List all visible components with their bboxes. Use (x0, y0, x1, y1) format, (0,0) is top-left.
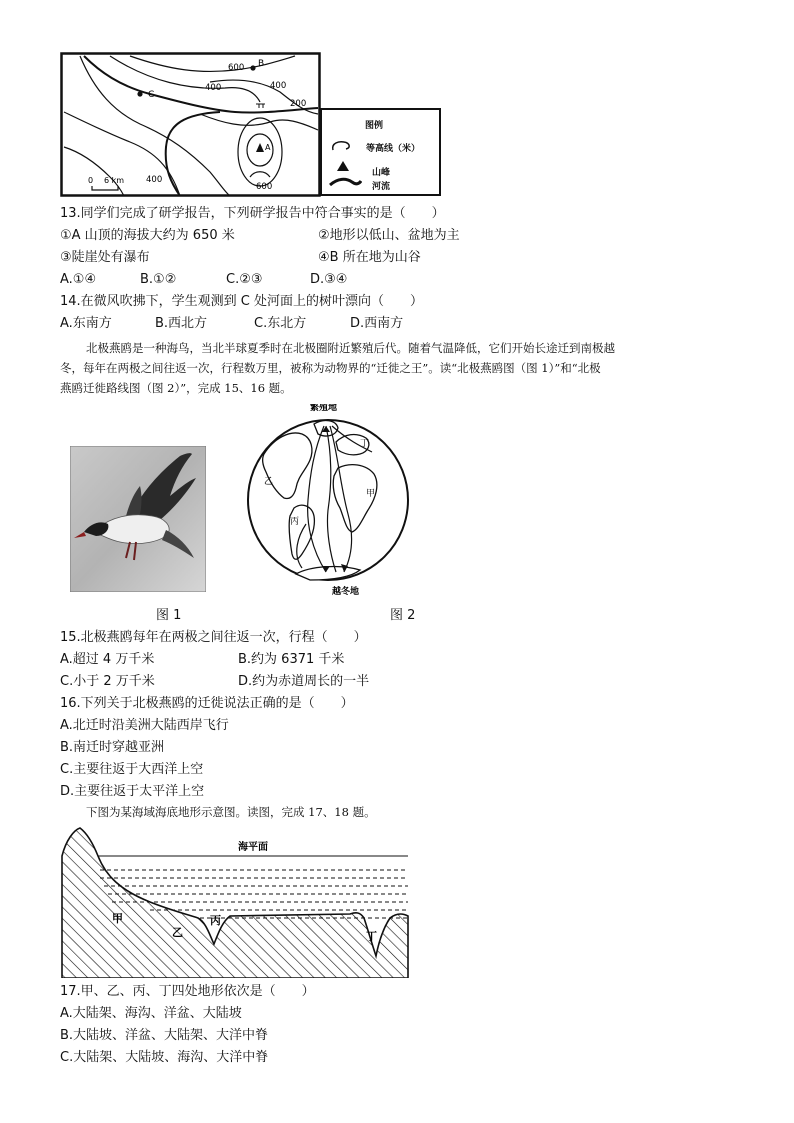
seabed-diagram (60, 826, 410, 978)
seabed-terrain (62, 828, 408, 978)
q14-option-c[interactable]: C.东北方 (254, 316, 307, 331)
label-breeding-ground: 繁殖地 (310, 404, 338, 413)
intro-arctic-tern-line3: 燕鸥迁徙路线图（图 2）”，完成 15、16 题。 (60, 381, 292, 395)
q13-statement-4: ④B 所在地为山谷 (318, 250, 421, 265)
q15-option-a[interactable]: A.超过 4 万千米 (60, 652, 155, 667)
q17-option-c[interactable]: C.大陆架、大陆坡、海沟、大洋中脊 (60, 1050, 269, 1065)
q17-stem: 17.甲、乙、丙、丁四处地形依次是（ ） (60, 984, 315, 999)
q15-option-c[interactable]: C.小于 2 万千米 (60, 674, 155, 689)
label-yi: 乙 (172, 926, 183, 939)
scale-distance: 6 km (104, 176, 125, 185)
contour-label: 400 (270, 81, 287, 91)
q13-option-c[interactable]: C.②③ (226, 272, 263, 287)
q16-option-a[interactable]: A.北迁时沿美洲大陆西岸飞行 (60, 718, 229, 733)
q13-statement-3: ③陡崖处有瀑布 (60, 250, 150, 265)
label-a: A (265, 143, 271, 152)
intro-seabed: 下图为某海域海底地形示意图。读图，完成 17、18 题。 (86, 805, 376, 819)
river-icon (328, 176, 362, 188)
legend-title: 图例 (365, 121, 384, 131)
topographic-map (60, 52, 322, 198)
legend-contour: 等高线（米） (366, 144, 421, 154)
map-legend (320, 108, 441, 196)
intro-arctic-tern-line1: 北极燕鸥是一种海鸟，当北半球夏季时在北极圈附近繁殖后代。随着气温降低，它们开始长途迁到南极越 (86, 341, 615, 355)
label-jia: 甲 (366, 489, 376, 499)
contour-label: 600 (256, 182, 273, 192)
label-jia: 甲 (112, 912, 123, 925)
q13-option-d[interactable]: D.③④ (310, 272, 348, 287)
label-yi: 乙 (264, 477, 274, 487)
q14-stem: 14.在微风吹拂下，学生观测到 C 处河面上的树叶漂向（ ） (60, 294, 424, 309)
contour-label: 400 (205, 83, 222, 93)
q16-option-c[interactable]: C.主要往返于大西洋上空 (60, 762, 204, 777)
label-bing: 丙 (210, 914, 221, 927)
label-wintering-ground: 越冬地 (332, 587, 360, 597)
label-bing: 丙 (290, 517, 300, 527)
q13-option-a[interactable]: A.①④ (60, 272, 97, 287)
q13-option-b[interactable]: B.①② (140, 272, 177, 287)
contour-label: 400 (146, 175, 163, 185)
label-ding: 丁 (360, 439, 370, 449)
intro-arctic-tern-line2: 冬，每年在两极之间往返一次，行程数万里，被称为动物界的“迁徙之王”。读“北极燕鸥图（图 1）”和“北极 (60, 361, 601, 375)
q15-option-b[interactable]: B.约为 6371 千米 (238, 652, 345, 667)
q16-stem: 16.下列关于北极燕鸥的迁徙说法正确的是（ ） (60, 696, 354, 711)
q16-option-d[interactable]: D.主要往返于太平洋上空 (60, 784, 205, 799)
point-b (250, 65, 255, 70)
q17-option-b[interactable]: B.大陆坡、洋盆、大陆架、大洋中脊 (60, 1028, 269, 1043)
legend-peak: 山峰 (372, 168, 391, 178)
q14-option-b[interactable]: B.西北方 (155, 316, 208, 331)
contour-icon (330, 140, 352, 152)
scale-zero: 0 (88, 176, 94, 185)
peak-icon (336, 160, 350, 172)
q17-option-a[interactable]: A.大陆架、海沟、洋盆、大陆坡 (60, 1006, 242, 1021)
q15-option-d[interactable]: D.约为赤道周长的一半 (238, 674, 370, 689)
point-c (137, 91, 142, 96)
contour-label: 200 (290, 99, 307, 109)
q13-statement-1: ①A 山顶的海拔大约为 650 米 (60, 228, 235, 243)
q15-stem: 15.北极燕鸥每年在两极之间往返一次，行程（ ） (60, 630, 367, 645)
label-ding: 丁 (366, 930, 377, 943)
label-b: B (258, 59, 265, 69)
legend-river: 河流 (372, 182, 391, 192)
q14-option-d[interactable]: D.西南方 (350, 316, 404, 331)
arctic-tern-photo (70, 446, 206, 592)
figure-1-caption: 图 1 (156, 608, 182, 623)
q13-stem: 13.同学们完成了研学报告，下列研学报告中符合事实的是（ ） (60, 206, 445, 221)
q14-option-a[interactable]: A.东南方 (60, 316, 112, 331)
contour-label: 600 (228, 63, 245, 73)
label-sea-level: 海平面 (238, 842, 268, 853)
figure-2-caption: 图 2 (390, 608, 416, 623)
q16-option-b[interactable]: B.南迁时穿越亚洲 (60, 740, 165, 755)
q13-statement-2: ②地形以低山、盆地为主 (318, 228, 460, 243)
migration-globe (240, 404, 416, 600)
label-c: C (148, 90, 155, 100)
